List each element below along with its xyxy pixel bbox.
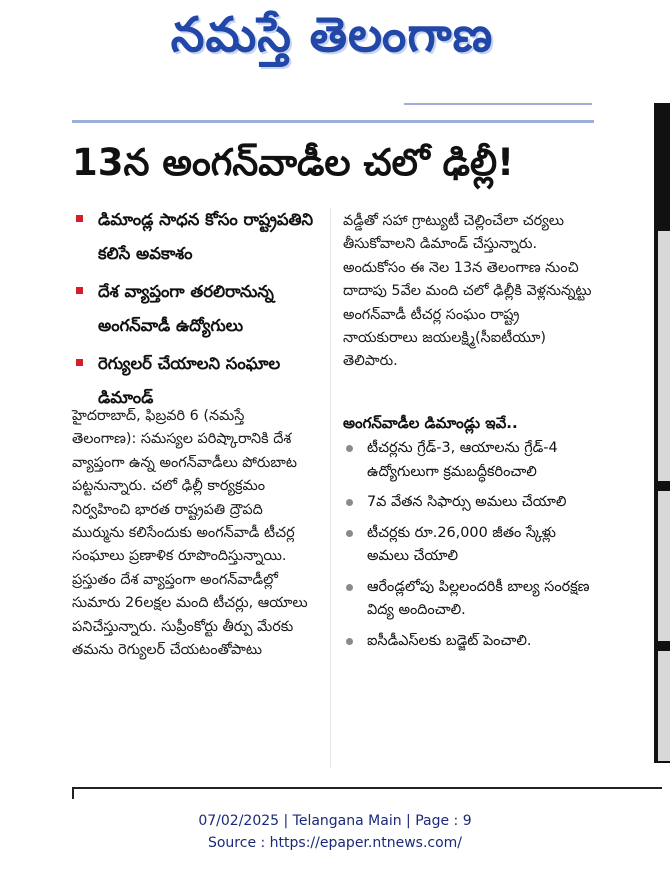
- adjacent-photo-1: [658, 231, 670, 481]
- highlight-list: [72, 203, 324, 419]
- highlight-item: రెగ్యులర్‌ చేయాలని సంఘాల డిమాండ్: [72, 347, 324, 415]
- article-body-right: [343, 210, 593, 374]
- demands-list: [343, 437, 593, 660]
- demands-heading: అంగన్‌వాడీల డిమాండ్లు ఇవే..: [343, 414, 518, 432]
- body-paragraph: వడ్డీతో సహా గ్రాట్యుటీ చెల్లించేలా చర్యలు తీసుకోవాలని డిమాండ్‌ చేస్తున్నారు. అందుకోసం ఈ నెల 13న తెలంగాణ నుంచి దాదాపు 5వేల మంది చలో ఢిల్లీకి వెళ్లనున్నట్టు అంగన్‌వాడీ టీచర్ల సంఘం రాష్ట్ర నాయకురాలు జయలక్ష్మి(సీఐటీయూ) తెలిపారు.: [343, 213, 592, 370]
- article-headline: 13న అంగన్‌వాడీల చలో ఢిల్లీ!: [72, 141, 514, 184]
- demand-item: 7వ వేతన సిఫార్సు అమలు చేయాలి: [343, 491, 593, 515]
- newspaper-masthead: నమస్తే తెలంగాణ: [170, 7, 494, 63]
- column-divider: [330, 208, 331, 768]
- edition-info: 07/02/2025 | Telangana Main | Page : 9: [198, 813, 472, 829]
- adjacent-photo-2: [658, 491, 670, 641]
- adjacent-page-edge: [654, 103, 670, 763]
- demand-item: ఆరేండ్లలోపు పిల్లలందరికీ బాల్య సంరక్షణ విద్య అందించాలి.: [343, 576, 593, 623]
- article-body-left: [72, 405, 312, 662]
- highlight-item: డిమాండ్ల సాధన కోసం రాష్ట్రపతిని కలిసే అవకాశం: [72, 203, 324, 271]
- demand-item: ఐసీడీఎస్‌లకు బడ్జెట్‌ పెంచాలి.: [343, 630, 593, 654]
- demand-item: టీచర్లకు రూ.26,000 జీతం స్కేళ్లు అమలు చేయాలి: [343, 522, 593, 569]
- body-paragraph: హైదరాబాద్‌, ఫిబ్రవరి 6 (నమస్తే తెలంగాణ): సమస్యల పరిష్కారానికి దేశ వ్యాప్తంగా ఉన్న అంగన్‌వాడీలు పోరుబాట పట్టనున్నారు. చలో ఢిల్లీ కార్యక్రమం నిర్వహించి భారత రాష్ట్రపతి ద్రౌపది ముర్మును కలిసేందుకు అంగన్‌వాడీ టీచర్ల సంఘాలు ప్రణాళిక రూపొందిస్తున్నాయి. ప్రస్తుతం దేశ వ్యాప్తంగా అంగన్‌వాడీల్లో సుమారు 26లక్షల మంది టీచర్లు, ఆయాలు పనిచేస్తున్నారు. సుప్రీంకోర్టు తీర్పు మేరకు తమను రెగ్యులర్‌ చేయటంతోపాటు: [72, 408, 308, 659]
- headline-rule: [72, 120, 594, 123]
- demand-item: టీచర్లను గ్రేడ్‌-3, ఆయాలను గ్రేడ్‌-4 ఉద్యోగులుగా క్రమబద్ధీకరించాలి: [343, 437, 593, 484]
- masthead-rule: [404, 103, 592, 105]
- highlight-item: దేశ వ్యాప్తంగా తరలిరానున్న అంగన్‌వాడీ ఉద్యోగులు: [72, 275, 324, 343]
- source-link[interactable]: Source : https://epaper.ntnews.com/: [207, 835, 463, 851]
- adjacent-photo-3: [658, 651, 670, 761]
- footer-rule-tick: [72, 787, 74, 799]
- footer-rule: [72, 787, 662, 789]
